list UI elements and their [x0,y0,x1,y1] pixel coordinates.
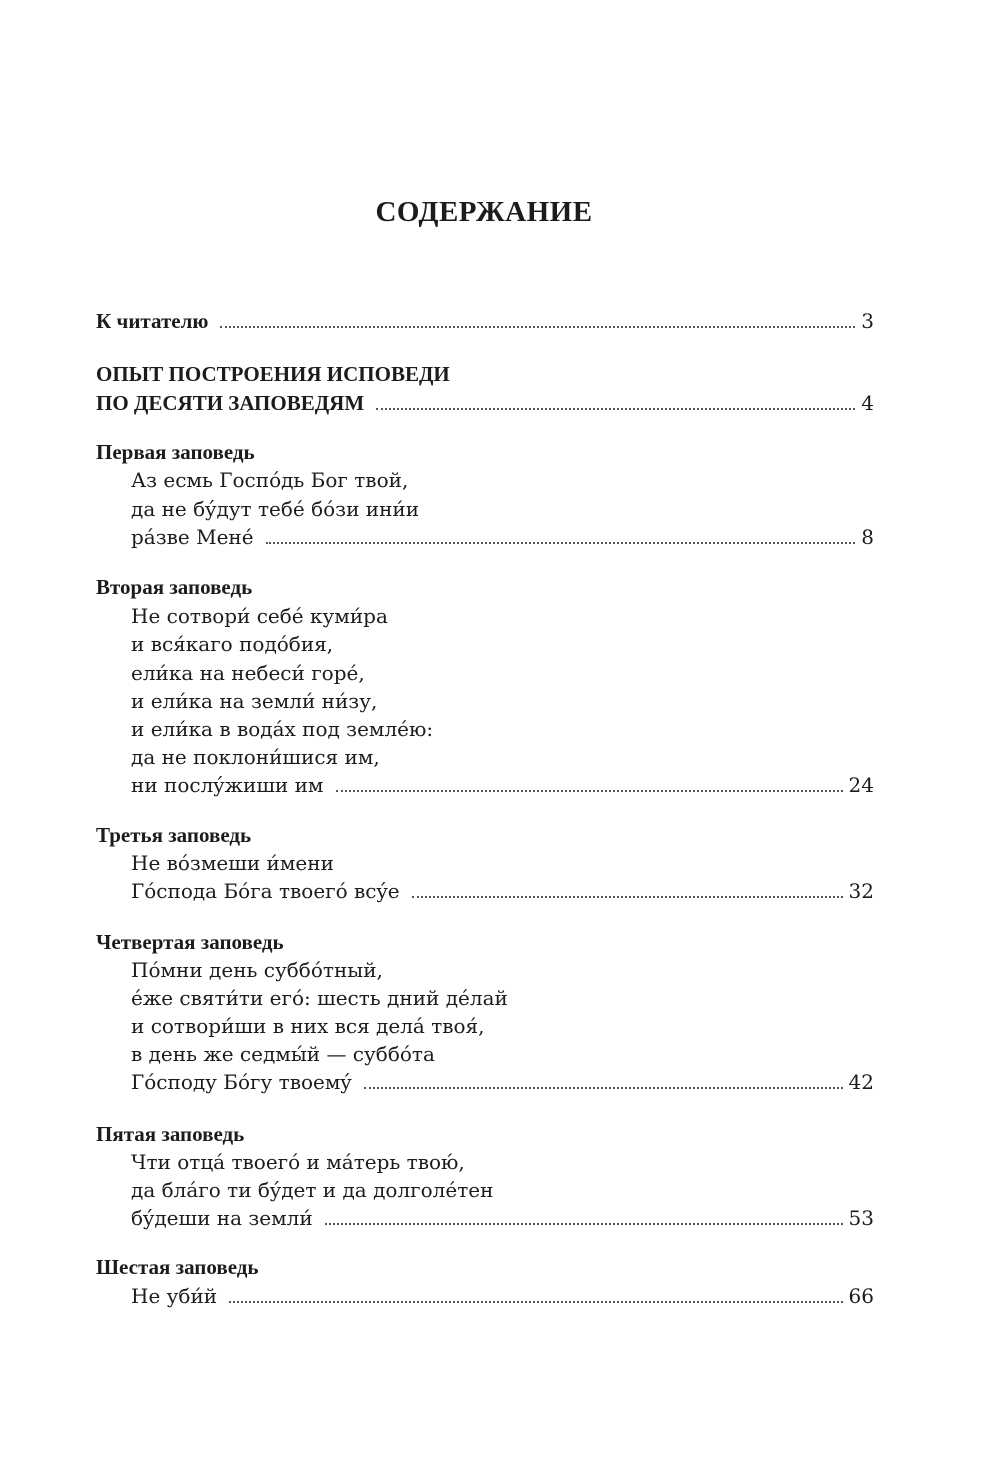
section-subtitle-line: да не бýдут тебé бóзи ини́и [131,497,420,521]
section-subtitle-line: Не вóзмеши и́мени [131,851,334,875]
section-subtitle-line: éже святи́ти егó: шесть дний дéлай [131,986,508,1010]
section-heading-sixth: Шестая заповедь [96,1255,259,1279]
section-heading-fifth: Пятая заповедь [96,1122,245,1146]
toc-entry-label: бýдеши на земли́ [131,1206,313,1230]
section-subtitle-line: Аз есмь Госпóдь Бог твой, [131,468,409,492]
dot-leader [229,1281,842,1303]
section-subtitle-line: да не поклони́шися им, [131,745,380,769]
section-heading-fourth: Четвертая заповедь [96,930,284,954]
toc-entry-label: рáзве Мене́ [131,525,254,549]
toc-entry-label: Не уби́й [131,1284,218,1308]
dot-leader [220,306,855,328]
toc-entry-page: 24 [848,773,874,797]
toc-entry-label: Гóсподу Бóгу твоемý [131,1070,352,1094]
toc-entry-page: 66 [848,1284,874,1308]
toc-entry-to-reader[interactable] [96,306,874,336]
section-subtitle-line: ели́ка на небеси́ горе́, [131,661,365,685]
toc-entry-third[interactable] [131,876,874,906]
toc-entry-page: 32 [848,879,874,903]
section-subtitle-line: и вся́каго подóбия, [131,632,334,656]
section-subtitle-line: в день же седмы́й — суббóта [131,1042,435,1066]
section-heading-third: Третья заповедь [96,823,252,847]
dot-leader [412,876,843,898]
toc-entry-label: ПО ДЕСЯТИ ЗАПОВЕДЯМ [96,391,365,415]
toc-entry-page: 53 [848,1206,874,1230]
toc-entry-fourth[interactable] [131,1067,874,1097]
toc-entry-fifth[interactable] [131,1203,874,1233]
section-subtitle-line: Не сотвори́ себé куми́ра [131,604,388,628]
dot-leader [336,770,843,792]
toc-entry-page: 3 [861,309,874,333]
toc-entry-page: 4 [861,391,874,415]
toc-entry-label: Гóспода Бóга твоегó всýе [131,879,400,903]
section-subtitle-line: Пóмни день суббóтный, [131,958,383,982]
dot-leader [364,1067,843,1089]
toc-entry-label: К читателю [96,309,209,333]
section-subtitle-line: и ели́ка на земли́ ни́зу, [131,689,378,713]
toc-part-heading-line1: ОПЫТ ПОСТРОЕНИЯ ИСПОВЕДИ [96,362,450,386]
toc-title: СОДЕРЖАНИЕ [375,196,593,228]
toc-entry-second[interactable] [131,770,874,800]
section-subtitle-line: Чти отцá твоегó и мáтерь твою́, [131,1150,465,1174]
section-heading-second: Вторая заповедь [96,575,253,599]
section-heading-first: Первая заповедь [96,440,255,464]
toc-entry-first[interactable] [131,522,874,552]
dot-leader [376,388,855,410]
toc-entry-sixth[interactable] [131,1281,874,1311]
toc-entry-page: 8 [861,525,874,549]
dot-leader [325,1203,843,1225]
toc-entry-label: ни послýжиши им [131,773,324,797]
toc-entry-page: 42 [848,1070,874,1094]
dot-leader [266,522,856,544]
section-subtitle-line: да блáго ти бýдет и да долголéтен [131,1178,494,1202]
section-subtitle-line: и ели́ка в водáх под землéю: [131,717,434,741]
section-subtitle-line: и сотвори́ши в них вся делá твоя́, [131,1014,485,1038]
toc-entry-part[interactable] [96,388,874,418]
